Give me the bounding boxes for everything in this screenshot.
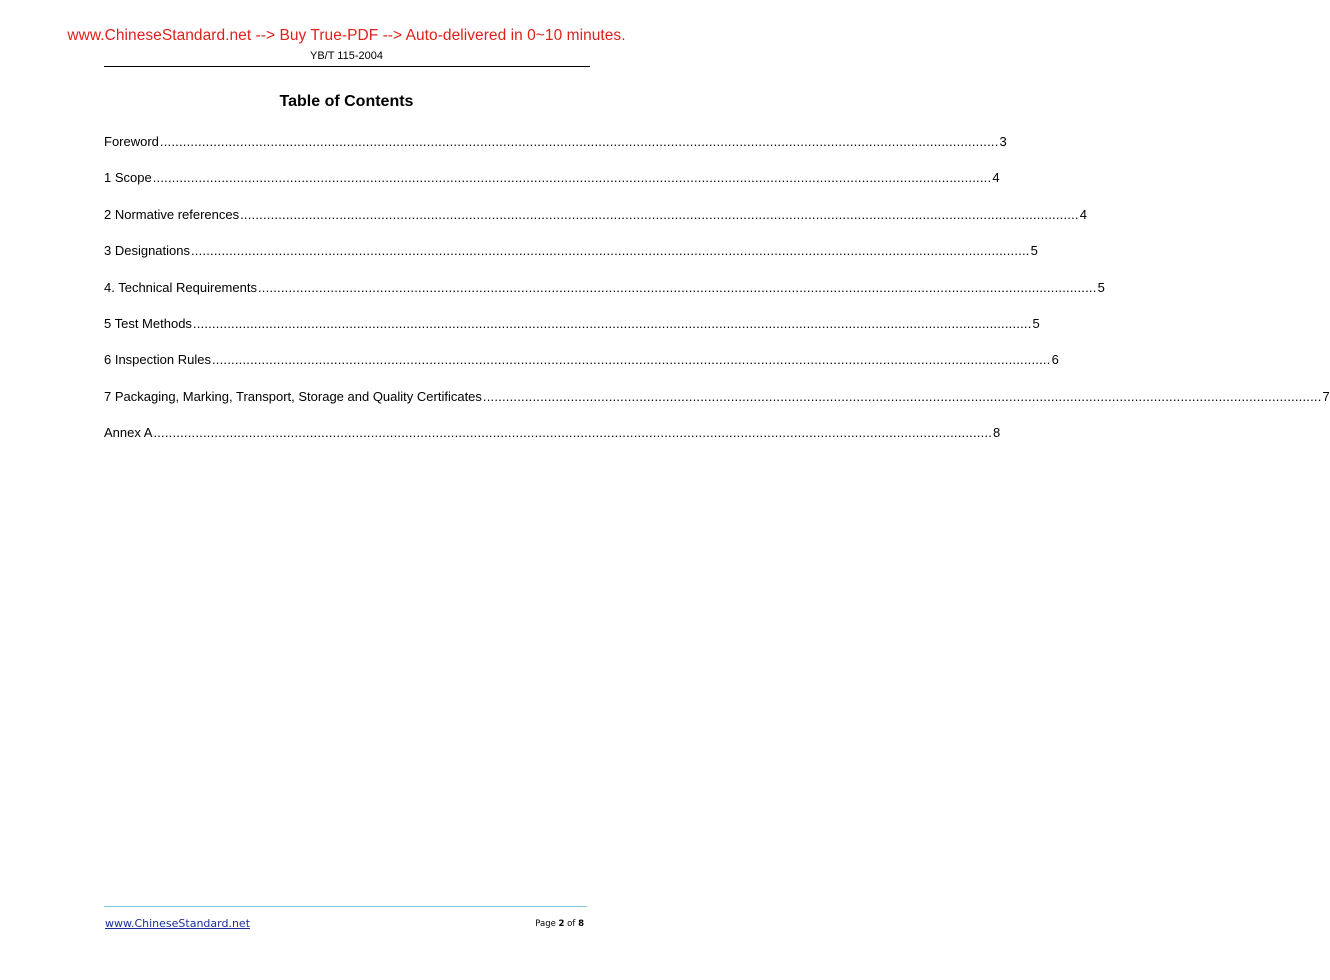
page-prefix: Page <box>535 919 559 929</box>
leader-dots: ............................................................................................................................................................................................................................ <box>153 425 993 441</box>
leader-dots: ............................................................................................................................................................................................................................ <box>482 388 1322 404</box>
promo-banner[interactable]: www.ChineseStandard.net --> Buy True-PDF --> Auto-delivered in 0~10 minutes. <box>67 27 626 44</box>
toc-entry-inspection-rules[interactable] <box>104 352 1059 388</box>
toc-entry-test-methods[interactable] <box>104 315 1040 352</box>
leader-dots: ............................................................................................................................................................................................................................ <box>240 206 1079 222</box>
toc-entry-label: 7 Packaging, Marking, Transport, Storage and Quality Certificates <box>104 388 482 404</box>
leader-dots: ............................................................................................................................................................................................................................ <box>211 352 1051 368</box>
toc-title: Table of Contents <box>279 93 414 110</box>
page-of: of <box>564 919 579 929</box>
page-number <box>535 919 584 929</box>
toc-entry-technical-requirements[interactable] <box>104 279 1105 316</box>
toc-entry-annex-a[interactable] <box>104 425 1001 461</box>
footer-divider <box>104 906 587 907</box>
toc-entry-page: 4 <box>992 170 1000 186</box>
toc-entry-label: Annex A <box>104 425 153 441</box>
toc-entry-page: 8 <box>993 425 1001 441</box>
page-current: 2 <box>558 919 565 929</box>
leader-dots: ............................................................................................................................................................................................................................ <box>257 279 1097 295</box>
toc-entry-label: 3 Designations <box>104 243 190 259</box>
toc-entry-scope[interactable] <box>104 170 1000 206</box>
leader-dots: ............................................................................................................................................................................................................................ <box>152 170 992 186</box>
leader-dots: ............................................................................................................................................................................................................................ <box>191 243 1030 259</box>
toc-entry-label: 2 Normative references <box>104 206 240 222</box>
leader-dots: ............................................................................................................................................................................................................................ <box>159 134 999 149</box>
toc-entry-foreword[interactable] <box>104 134 1007 170</box>
document-code: YB/T 115-2004 <box>310 50 383 62</box>
toc-entry-page: 4 <box>1079 206 1087 222</box>
table-of-contents <box>104 134 1330 462</box>
leader-dots: ............................................................................................................................................................................................................................ <box>192 315 1032 331</box>
toc-entry-label: Foreword <box>104 134 159 149</box>
toc-entry-page: 5 <box>1032 315 1040 331</box>
header-divider <box>104 66 590 67</box>
toc-entry-page: 5 <box>1097 279 1105 295</box>
toc-entry-page: 7 <box>1322 388 1330 404</box>
footer-site-link[interactable]: www.ChineseStandard.net <box>105 917 251 930</box>
toc-entry-label: 4. Technical Requirements <box>104 279 257 295</box>
toc-entry-page: 3 <box>999 134 1007 149</box>
toc-entry-label: 1 Scope <box>104 170 152 186</box>
page-total: 8 <box>578 919 584 929</box>
toc-entry-label: 6 Inspection Rules <box>104 352 211 368</box>
toc-entry-normative-references[interactable] <box>104 206 1087 243</box>
toc-entry-designations[interactable] <box>104 243 1038 279</box>
toc-entry-page: 5 <box>1030 243 1038 259</box>
toc-entry-label: 5 Test Methods <box>104 315 192 331</box>
toc-entry-page: 6 <box>1051 352 1059 368</box>
toc-entry-packaging[interactable] <box>104 388 1330 425</box>
